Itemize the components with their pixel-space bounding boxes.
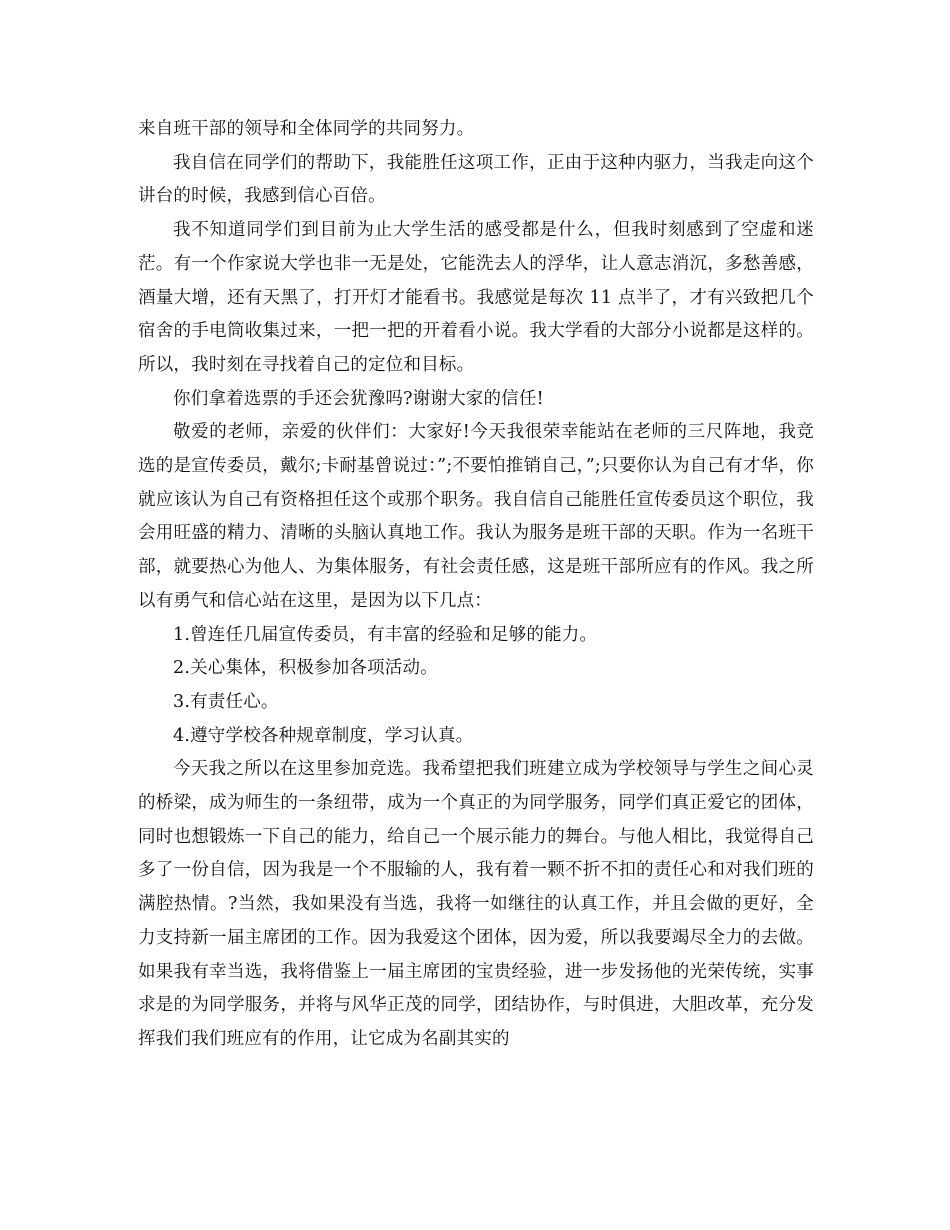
paragraph-speech-intro: 敬爱的老师，亲爱的伙伴们：大家好!今天我很荣幸能站在老师的三尺阵地，我竞选的是宣传委员，戴尔;卡耐基曾说过：”;不要怕推销自己，”;只要你认为自己有才华，你就应该认为自己有资格担任这个或那个职务。我自信自己能胜任宣传委员这个职位，我会用旺盛的精力、清晰的头脑认真地工作。我认为服务是班干部的天职。作为一名班干部，就要热心为他人、为集体服务，有社会责任感，这是班干部所应有的作风。我之所以有勇气和信心站在这里，是因为以下几点： (138, 422, 814, 611)
list-item-experience: 1.曾连任几届宣传委员，有丰富的经验和足够的能力。 (173, 624, 598, 645)
document-page (138, 113, 814, 1057)
list-item-rules: 4.遵守学校各种规章制度，学习认真。 (173, 725, 474, 746)
paragraph-confidence: 我自信在同学们的帮助下，我能胜任这项工作，正由于这种内驱力，当我走向这个讲台的时候，我感到信心百倍。 (138, 152, 814, 207)
paragraph-continuation: 来自班干部的领导和全体同学的共同努力。 (138, 119, 475, 139)
paragraph-university-life: 我不知道同学们到目前为止大学生活的感受都是什么，但我时刻感到了空虚和迷茫。有一个作家说大学也非一无是处，它能洗去人的浮华，让人意志消沉，多愁善感，酒量大增，还有天黑了，打开灯才能看书。我感觉是每次 11 点半了，才有兴致把几个宿舍的手电筒收集过来，一把一把的开着看小说。我大学看的大部分小说都是这样的。所以，我时刻在寻找着自己的定位和目标。 (138, 220, 814, 375)
paragraph-campaign-goals: 今天我之所以在这里参加竞选。我希望把我们班建立成为学校领导与学生之间心灵的桥梁，成为师生的一条纽带，成为一个真正的为同学服务，同学们真正爱它的团体，同时也想锻炼一下自己的能力，给自己一个展示能力的舞台。与他人相比，我觉得自己多了一份自信，因为我是一个不服输的人，我有着一颗不折不扣的责任心和对我们班的满腔热情。?当然，我如果没有当选，我将一如继往的认真工作，并且会做的更好，全力支持新一届主席团的工作。因为我爱这个团体，因为爱，所以我要竭尽全力的去做。如果我有幸当选，我将借鉴上一届主席团的宝贵经验，进一步发扬他的光荣传统，实事求是的为同学服务，并将与风华正茂的同学，团结协作，与时俱进，大胆改革，充分发挥我们我们班应有的作用，让它成为名副其实的 (138, 759, 814, 1049)
list-item-responsibility: 3.有责任心。 (173, 691, 279, 712)
paragraph-vote-thanks: 你们拿着选票的手还会犹豫吗?谢谢大家的信任! (173, 388, 544, 409)
list-item-care-collective: 2.关心集体，积极参加各项活动。 (173, 658, 438, 679)
